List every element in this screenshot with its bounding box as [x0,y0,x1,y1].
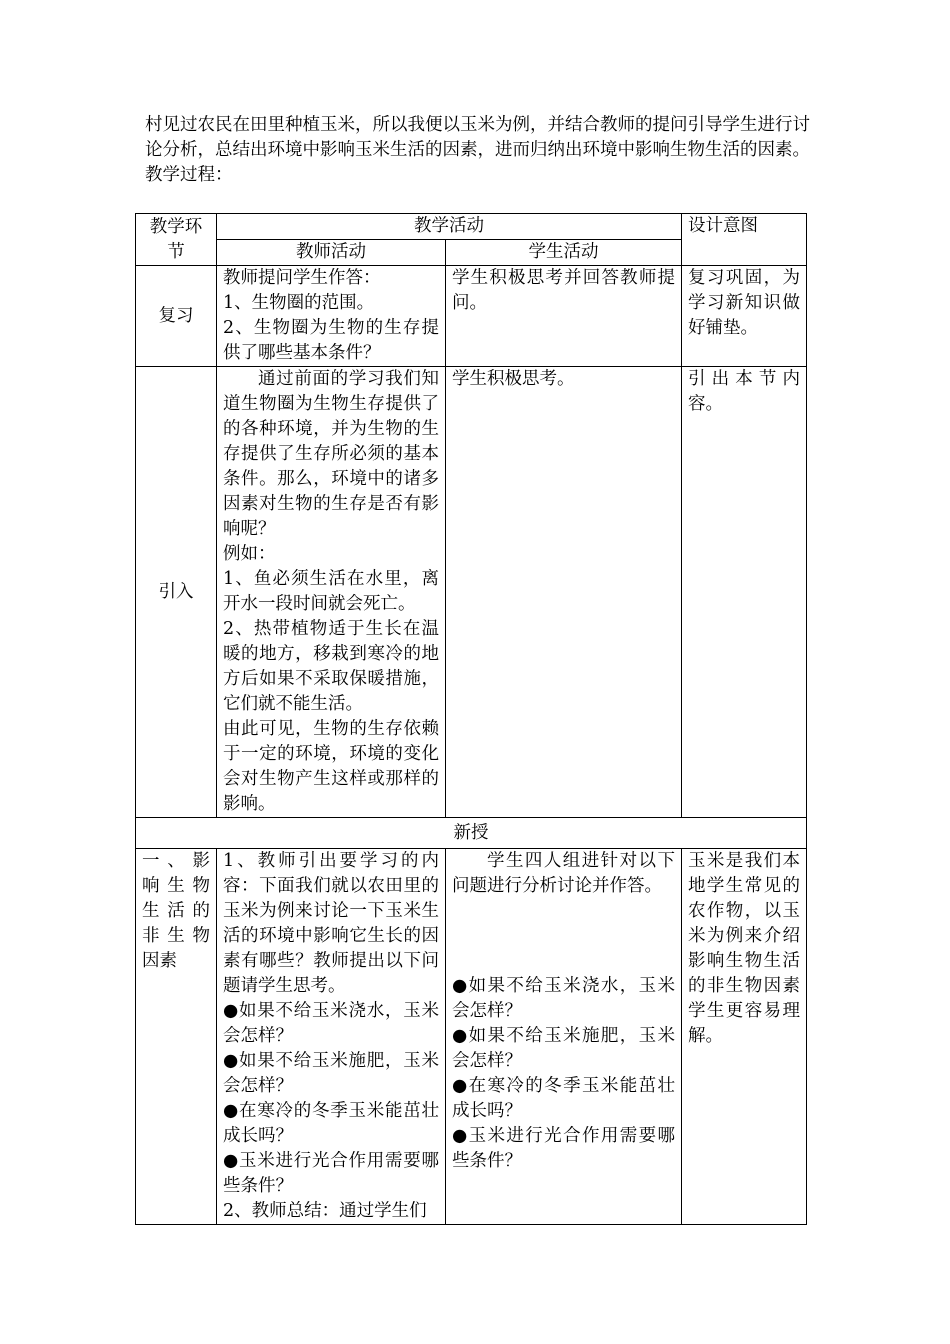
intent-review-text: 复习巩固，为学习新知识做好铺垫。 [688,268,800,338]
intent-intro-text: 引出本节内容。 [688,369,800,414]
student-abiotic-line: ●在寒冷的冬季玉米能茁壮成长吗？ [452,1076,675,1121]
teacher-review-line: 1、生物圈的范围。 [223,293,375,313]
student-intro [446,367,682,818]
teacher-abiotic-line: 1、教师引出要学习的内容：下面我们就以农田里的玉米为例来讨论一下玉米生活的环境中影响它生长的因素有哪些？教师提出以下问题请学生思考。 [223,851,439,996]
header-teacher: 教师活动 [217,240,446,266]
row-abiotic [136,849,807,1225]
teacher-intro-line: 通过前面的学习我们知道生物圈为生物生存提供了的各种环境，并为生物的生存提供了生存所必须的基本条件。那么，环境中的诸多因素对生物的生存是否有影响呢？ [223,369,439,539]
row-review [136,266,807,367]
header-row-1 [136,214,807,240]
teacher-abiotic-line: ●玉米进行光合作用需要哪些条件？ [223,1151,439,1196]
row-intro [136,367,807,818]
row-new-section [136,818,807,849]
intent-abiotic [682,849,807,1225]
process-title: 教学过程： [145,165,233,185]
student-abiotic [446,849,682,1225]
lesson-table [135,213,807,1225]
teacher-intro-line: 1、鱼必须生活在水里，离开水一段时间就会死亡。 [223,569,439,614]
teacher-intro [217,367,446,818]
header-student: 学生活动 [446,240,682,266]
teacher-abiotic-line: ●在寒冷的冬季玉米能茁壮成长吗？ [223,1101,439,1146]
student-abiotic-gap [452,899,675,974]
teacher-review-line: 2、生物圈为生物的生存提供了哪些基本条件？ [223,318,439,363]
teacher-review-line: 教师提问学生作答： [223,268,381,288]
teacher-abiotic-line: 2、教师总结：通过学生们 [223,1201,427,1221]
teacher-intro-line: 例如： [223,544,276,564]
intro-section [145,113,810,188]
teacher-review [217,266,446,367]
teacher-intro-line: 2、热带植物适于生长在温暖的地方，移栽到寒冷的地方后如果不采取保暖措施，它们就不能生活。 [223,619,439,714]
student-abiotic-line: 学生四人组进针对以下问题进行分析讨论并作答。 [452,851,675,896]
student-abiotic-line: ●如果不给玉米施肥，玉米会怎样？ [452,1026,675,1071]
header-stage: 教学环节 [136,214,217,266]
stage-abiotic [136,849,217,1225]
teacher-abiotic-line: ●如果不给玉米施肥，玉米会怎样？ [223,1051,439,1096]
intent-abiotic-text: 玉米是我们本地学生常见的农作物，以玉米为例来介绍影响生物生活的非生物因素学生更容易理解。 [688,851,800,1046]
teacher-abiotic-line: ●如果不给玉米浇水，玉米会怎样？ [223,1001,439,1046]
intent-intro [682,367,807,818]
teacher-abiotic [217,849,446,1225]
student-intro-text: 学生积极思考。 [452,369,575,389]
stage-abiotic-text: 一、影响生物生活的非生物因素 [142,851,210,971]
teacher-intro-line: 由此可见，生物的生存依赖于一定的环境，环境的变化会对生物产生这样或那样的影响。 [223,719,439,814]
intent-review [682,266,807,367]
new-section-title: 新授 [136,818,807,849]
student-abiotic-line: ●玉米进行光合作用需要哪些条件？ [452,1126,675,1171]
student-review-text: 学生积极思考并回答教师提问。 [452,268,675,313]
intro-paragraph: 村见过农民在田里种植玉米，所以我便以玉米为例，并结合教师的提问引导学生进行讨论分析，总结出环境中影响玉米生活的因素，进而归纳出环境中影响生物生活的因素。 [145,115,810,160]
header-intent: 设计意图 [682,214,807,266]
stage-intro: 引入 [136,367,217,818]
student-abiotic-line: ●如果不给玉米浇水，玉米会怎样？ [452,976,675,1021]
stage-review: 复习 [136,266,217,367]
header-activities: 教学活动 [217,214,682,240]
student-review [446,266,682,367]
